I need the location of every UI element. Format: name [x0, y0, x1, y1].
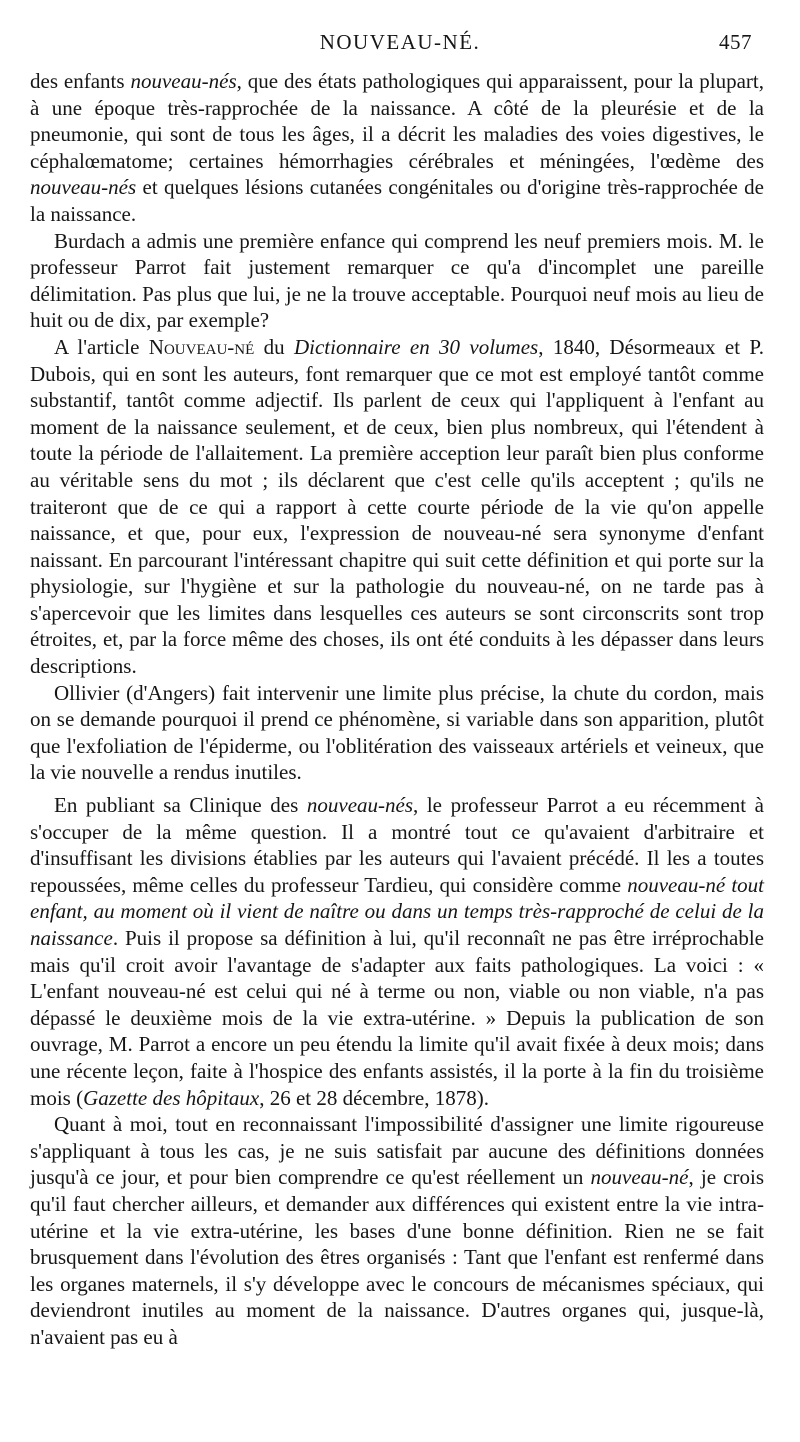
text-run: A l'article [54, 334, 149, 359]
italic-run: Gazette des hôpitaux [83, 1085, 260, 1110]
text-run: des enfants [30, 69, 131, 93]
paragraph-parrot [30, 792, 764, 1111]
text-run: Ollivier (d'Angers) fait intervenir une limite plus précise, la chute du cordon, mais on se demande pourquoi il prend ce phénomène, si variable dans son apparition, plutôt que l'exfoliation de l'épiderme, ou l'oblitération des vaisseaux artériels et veineux, que la vie nouvelle a rendus inutiles. [30, 680, 764, 785]
text-run: , je crois qu'il faut chercher ailleurs, et demander aux différences qui existent entre la vie intra-utérine et la vie extra-utérine, les bases d'une bonne définition. Rien ne se fait brusquement dans l'évolution des êtres organisés : Tant que l'enfant est renfermé dans les organes maternels, il s'y développe avec le concours de mécanismes spéciaux, qui deviendront inutiles au moment de la naissance. D'autres organes qui, jusque-là, n'avaient pas eu à [30, 1165, 764, 1349]
paragraph-dictionnaire [30, 334, 764, 680]
paragraph-burdach [30, 228, 764, 334]
page-number: 457 [719, 30, 752, 54]
text-run: du [254, 334, 294, 359]
text-run: En publiant sa Clinique des [54, 793, 307, 818]
small-caps-run: Nouveau-né [148, 334, 255, 359]
italic-run: nouveau-nés [306, 793, 414, 818]
text-run: et quelques lésions cutanées congénitales ou d'origine très-rapprochée de la naissance. [30, 175, 764, 226]
text-run: , 1840, Désormeaux et P. Dubois, qui en sont les auteurs, font remarquer que ce mot est employé tantôt comme substantif, tantôt comme adjectif. Ils parlent de ceux qui l'appliquent à l'enfant au moment de la naissance seulement, et de ceux, bien plus nombreux, qui l'étendent à toute la période de l'allaitement. La première acception leur paraît bien plus conforme au véritable sens du mot ; ils déclarent que c'est celle qu'ils acceptent ; qu'ils ne traiteront que de ce qui a rapport à cette courte période de la vie qu'on appelle naissance, et que, pour eux, l'expression de nouveau-né sera synonyme d'enfant naissant. En parcourant l'intéressant chapitre qui suit cette définition et qui porte sur la physiologie, sur l'hygiène et sur la pathologie du nouveau-né, on ne tarde pas à s'apercevoir que les limites dans lesquelles ces auteurs se sont circonscrits sont trop étroites, et, par la force même des choses, ils ont été conduits à les dépasser dans leurs descriptions. [30, 334, 765, 679]
italic-run: nouveau-né [590, 1165, 689, 1190]
italic-run: nouveau-né tout enfant, au moment où il vient de naître ou dans un temps très-rapproché de celui de la naissance [30, 872, 764, 950]
running-title: NOUVEAU-NÉ. [319, 30, 481, 54]
text-run: . Puis il propose sa définition à lui, qu'il reconnaît ne pas être irréprochable mais qu'il croit avoir l'avantage de s'adapter aux faits pathologiques. La voici : « L'enfant nouveau-né est celui qui né à terme ou non, viable ou non viable, n'a pas dépassé le deuxième mois de la vie extra-utérine. » Depuis la publication de son ouvrage, M. Parrot a encore un peu étendu la limite qu'il avait fixée à deux mois; dans une récente leçon, faite à l'hospice des enfants assistés, il la porte à la fin du troisième mois ( [30, 926, 764, 1110]
text-run: , 26 et 28 décembre, 1878). [259, 1085, 489, 1110]
text-run: , que des états pathologiques qui apparaissent, pour la plupart, à une époque très-rapprochée de la naissance. A côté de la pleurésie et de la pneumonie, qui sont de tous les âges, il a décrit les maladies des voies digestives, le céphalœmatome; certaines hémorrhagies cérébrales et méningées, l'œdème des [30, 69, 765, 173]
running-header [30, 30, 770, 60]
text-run: Burdach a admis une première enfance qui comprend les neuf premiers mois. M. le professeur Parrot fait justement remarquer ce qu'a d'incomplet une pareille délimitation. Pas plus que lui, je ne la trouve acceptable. Pourquoi neuf mois au lieu de huit ou de dix, par exemple? [30, 228, 764, 333]
italic-run: Dictionnaire en 30 volumes [293, 334, 539, 359]
paragraph-quant-a-moi [30, 1111, 764, 1350]
italic-run: nouveau-nés [30, 175, 137, 200]
paragraph-ollivier [30, 680, 764, 786]
text-run: Quant à moi, tout en reconnaissant l'impossibilité d'assigner une limite rigoureuse s'appliquant à tous les cas, je ne suis satisfait par aucune des définitions données jusqu'à ce jour, et pour bien comprendre ce qu'est réellement un [30, 1112, 764, 1190]
paragraph-continuation [30, 68, 764, 228]
text-body [30, 68, 764, 1351]
text-run: , le professeur Parrot a eu récemment à s'occuper de la même question. Il a montré tout ce qu'avaient d'arbitraire et d'insuffisant les divisions établies par les auteurs qui l'avaient précédé. Il les a toutes repoussées, même celles du professeur Tardieu, qui considère comme [30, 793, 764, 897]
italic-run: nouveau-nés [130, 69, 237, 93]
